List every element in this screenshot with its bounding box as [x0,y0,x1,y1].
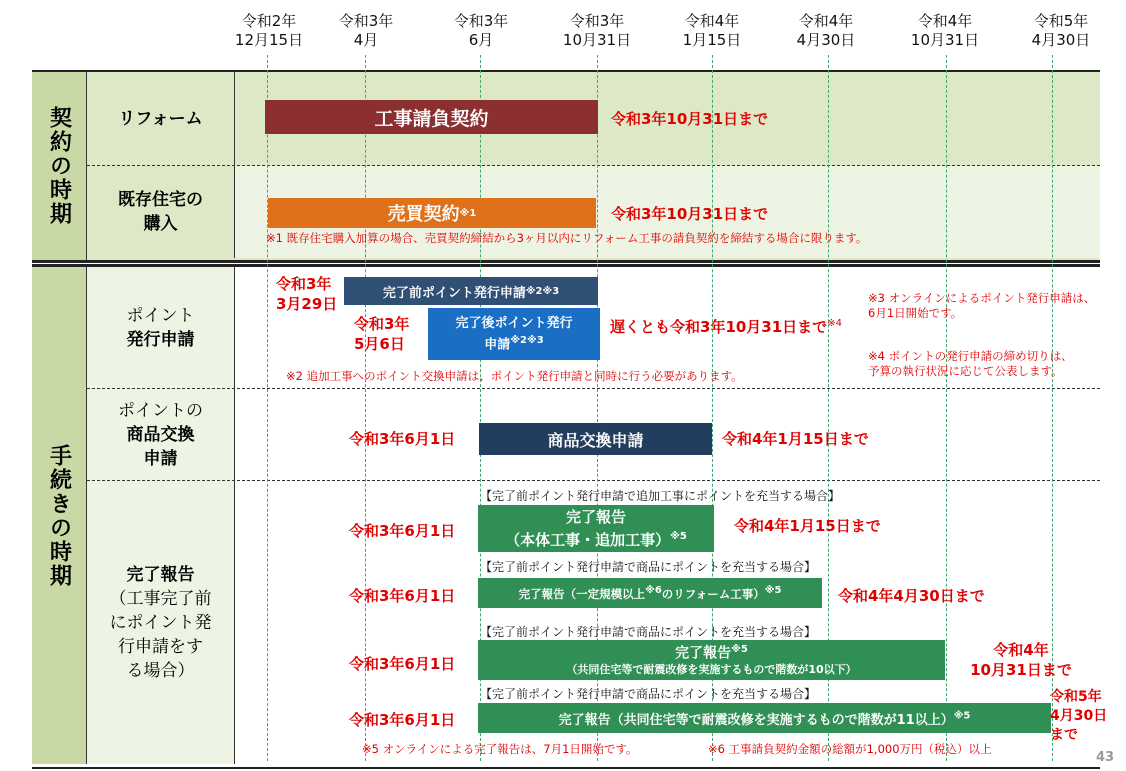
completion-title: 完了報告 [126,564,195,585]
separator-3 [87,480,1100,481]
report4-bar: 完了報告（共同住宅等で耐震改修を実施するもので階数が11以上）$^{※5}$ [478,703,1051,733]
report3-end-label: 令和4年 10月31日まで [970,641,1072,679]
note-6: ※6 工事請負契約金額の総額が1,000万円（税込）以上 [708,742,992,756]
row-label-existing: 既存住宅の 購入 [87,166,235,258]
report2-start-label: 令和3年6月1日 [349,587,456,605]
exchange-end-label: 令和4年1月15日まで [722,430,869,448]
note-5: ※5 オンラインによる完了報告は、7月1日開始です。 [362,742,638,756]
contract-section-label: 契約の時期 [32,72,87,260]
timeline-line-7 [946,55,947,761]
bracket-4: 【完了前ポイント発行申請で商品にポイントを充当する場合】 [480,687,817,701]
bracket-1: 【完了前ポイント発行申請で追加工事にポイントを充当する場合】 [480,489,841,503]
exchange-line2: 商品交換 [126,425,195,445]
construction-end-label: 令和3年10月31日まで [611,110,769,128]
row-label-point-issue [87,267,235,389]
report1-end-label: 令和4年1月15日まで [734,517,881,535]
timeline-date-2: 令和3年 4月 [338,12,394,49]
report2-bar: 完了報告（一定規模以上$^{※6}$のリフォーム工事）$^{※5}$ [478,578,822,608]
timeline-date-6: 令和4年 4月30日 [796,12,856,49]
note-2: ※2 追加工事へのポイント交換申請は、ポイント発行申請と同時に行う必要があります。 [286,369,743,383]
pre-point-issue-bar: 完了前ポイント発行申請 ※2※3 [344,277,598,305]
report2-end-label: 令和4年4月30日まで [838,587,985,605]
report4-end-label: 令和5年 4月30日 まで [1050,689,1108,743]
sale-end-label: 令和3年10月31日まで [611,205,769,223]
note-3: ※3 オンラインによるポイント発行申請は、 6月1日開始です。 [868,291,1096,320]
completion-subtitle: （工事完了前 にポイント発 行申請をす る場合） [109,588,212,681]
procedure-section-label: 手続きの時期 [32,267,87,764]
report1-start-label: 令和3年6月1日 [349,522,456,540]
timeline-date-3: 令和3年 6月 [453,12,509,49]
report4-start-label: 令和3年6月1日 [349,711,456,729]
separator-1 [87,165,1100,166]
report1-bar: 完了報告 （本体工事・追加工事）$^{※5}$ [478,505,714,552]
timeline-date-7: 令和4年 10月31日 [910,12,980,49]
construction-contract-bar: 工事請負契約 [265,100,598,134]
post-point-issue-bar: 完了後ポイント発行 申請$^{※2※3}$ [428,308,600,360]
exchange-bar: 商品交換申請 [479,423,712,455]
row-label-completion [87,481,235,764]
row-label-reform: リフォーム [87,72,235,166]
bracket-3: 【完了前ポイント発行申請で商品にポイントを充当する場合】 [480,625,817,639]
timeline-line-1 [267,55,268,761]
point-issue-line2: 発行申請 [126,330,195,350]
post-start-label: 令和3年 5月6日 [354,315,410,353]
page-number: 43 [1096,750,1115,765]
row-label-exchange [87,389,235,481]
note-4: ※4 ポイントの発行申請の締め切りは、 予算の執行状況に応じて公表します。 [868,349,1073,378]
point-end-label: 遅くとも令和3年10月31日まで$^{※4}$ [610,318,842,336]
timeline-date-4: 令和3年 10月31日 [562,12,632,49]
bracket-2: 【完了前ポイント発行申請で商品にポイントを充当する場合】 [480,560,817,574]
exchange-line1: ポイントの [118,401,203,421]
timeline-date-8: 令和5年 4月30日 [1031,12,1091,49]
pre-start-label: 令和3年 3月29日 [276,275,338,313]
exchange-start-label: 令和3年6月1日 [349,430,456,448]
report3-start-label: 令和3年6月1日 [349,655,456,673]
exchange-line3: 申請 [143,449,178,469]
timeline-date-1: 令和2年 12月15日 [234,12,304,49]
timeline-date-5: 令和4年 1月15日 [682,12,742,49]
note-1: ※1 既存住宅購入加算の場合、売買契約締結から3ヶ月以内にリフォーム工事の請負契約を締結する場合に限ります。 [266,231,868,245]
separator-2 [87,388,1100,389]
report3-bar: 完了報告$^{※5}$ （共同住宅等で耐震改修を実施するもので階数が10以下） [478,640,945,680]
point-issue-line1: ポイント [126,306,195,326]
sale-contract-bar: 売買契約 ※1 [268,198,596,228]
